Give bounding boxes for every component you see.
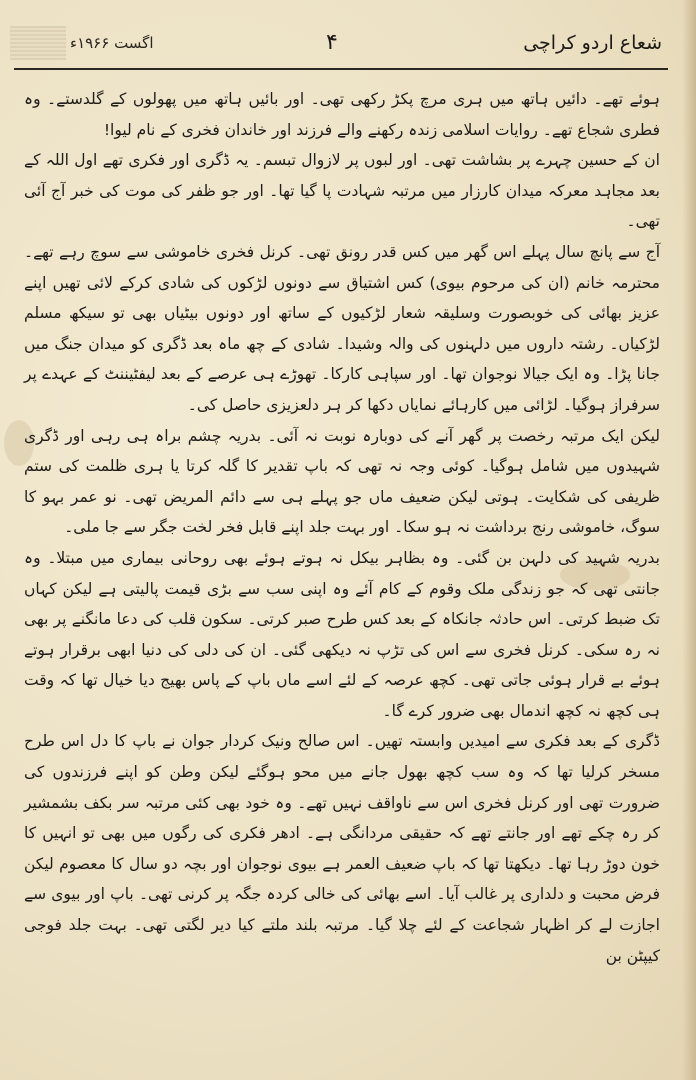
header-date: اگست ۱۹۶۶ء bbox=[70, 34, 154, 52]
paragraph: بدریہ شہید کی دلہن بن گئی۔ وہ بظاہر بیکل نہ ہوتے ہوئے بھی روحانی بیماری میں مبتلا۔ وہ جانتی تھی کہ جو زندگی ملک وقوم کے کام آئے وہ اپنی سب سے بڑی قیمت پالیتی ہے لیکن کہاں تک ضبط کرتی۔ اس حادثہ جانکاہ کے بعد کس طرح صبر کرتی۔ سکون قلب کی دعا مانگنے پر بھی نہ رہ سکی۔ کرنل فخری سے اس کی تڑپ نہ دیکھی گئی۔ ان کی دلی کی دنیا ابھی برقرار ہوتے ہوئے بے قرار ہوئی جاتی تھی۔ کچھ عرصہ کے لئے اسے ماں باپ کے پاس بھیج دیا خیال تھا کہ وقت ہی کچھ نہ کچھ اندمال بھی ضرور کرے گا۔ bbox=[24, 548, 660, 720]
paragraph: ان کے حسین چہرے پر بشاشت تھی۔ اور لبوں پر لازوال تبسم۔ یہ ڈگری اور فکری تھے اول اللہ کے بعد مجاہد معرکہ میدان کارزار میں مرتبہ شہادت پا گیا تھا۔ اور جو ظفر کی موت کی خبر آج آئی تھی۔ bbox=[24, 151, 660, 231]
paragraph: آج سے پانچ سال پہلے اس گھر میں کس قدر رونق تھی۔ کرنل فخری خاموشی سے سوچ رہے تھے۔ محترمہ خانم (ان کی مرحوم بیوی) کس اشتیاق سے دونوں لڑکوں کی شادی کرکے لائی تھیں اپنے عزیز بھائی کی خوبصورت وسلیقہ شعار لڑکیوں کے ساتھ اور دونوں بیٹیاں بھی تو سیکھ مسلم لڑکیاں۔ رشتہ داروں میں دلہنوں کی والہ وشیدا۔ شادی کے چھ ماہ بعد ڈگری کو میدان جنگ میں جانا پڑا۔ وہ ایک جیالا نوجوان تھا۔ اور سپاہی کارکا۔ تھوڑے ہی عرصے کے بعد لیفٹیننٹ کے عہدے پر سرفراز ہوگیا۔ لڑائی میں کارہائے نمایاں دکھا کر ہر دلعزیزی حاصل کی۔ bbox=[24, 242, 660, 414]
paragraph: ڈگری کے بعد فکری سے امیدیں وابستہ تھیں۔ اس صالح ونیک کردار جوان نے باپ کا دل اس طرح مسخر کرلیا تھا کہ وہ سب کچھ بھول جانے میں محو ہوگئے لیکن وطن کو اپنے فرزندوں کی ضرورت تھی اور کرنل فخری اس سے ناواقف نہیں تھے۔ وہ خود بھی کئی مرتبہ سر بکف بشمشیر کر رہ چکے تھے اور جانتے تھے کہ حقیقی مردانگی ہے۔ ادھر فکری کی رگوں میں بھی تو انہیں کا خون دوڑ رہا تھا۔ دیکھتا تھا کہ باپ ضعیف العمر ہے بیوی نوجوان اور بچہ دو سال کا معصوم لیکن فرض محبت و دلداری پر غالب آیا۔ اسے بھائی کی خالی کردہ جگہ پر کرنی تھی۔ باپ اور بیوی سے اجازت لے کر اظہار شجاعت کے لئے چلا گیا۔ مرتبہ بلند ملتے کیا دیر لگتی تھی۔ بہت جلد فوجی کیپٹن بن bbox=[24, 732, 660, 965]
article-body bbox=[24, 84, 660, 1064]
tape-mark bbox=[10, 26, 66, 60]
paragraph: لیکن ایک مرتبہ رخصت پر گھر آنے کی دوبارہ نوبت نہ آئی۔ بدریہ چشم براہ ہی رہی اور ڈگری شہیدوں میں شامل ہوگیا۔ کوئی وجہ نہ تھی کہ باپ تقدیر کا گلہ کرتا یا ہری ظلمت کی ستم ظریفی کی شکایت۔ ہوتی لیکن ضعیف ماں جو پہلے ہی سے دائم المریض تھی۔ نو عمر بہو کا سوگ، خاموشی رنج برداشت نہ ہو سکا۔ اور بہت جلد اپنے قابل فخر لخت جگر سے جا ملی۔ bbox=[24, 426, 660, 537]
page-spine-shadow bbox=[682, 0, 696, 1080]
page-number: ۴ bbox=[326, 30, 338, 55]
header-rule bbox=[14, 68, 668, 70]
paragraph: ہوئے تھے۔ دائیں ہاتھ میں ہری مرچ پکڑ رکھی تھی۔ اور بائیں ہاتھ میں پھولوں کے گلدستے۔ وہ فطری شجاع تھے۔ روایات اسلامی زندہ رکھنے والے فرزند اور خاندان فخری کے نام لیوا! bbox=[24, 90, 660, 139]
magazine-title: شعاع اردو کراچی bbox=[523, 32, 662, 54]
page-header bbox=[10, 26, 676, 68]
